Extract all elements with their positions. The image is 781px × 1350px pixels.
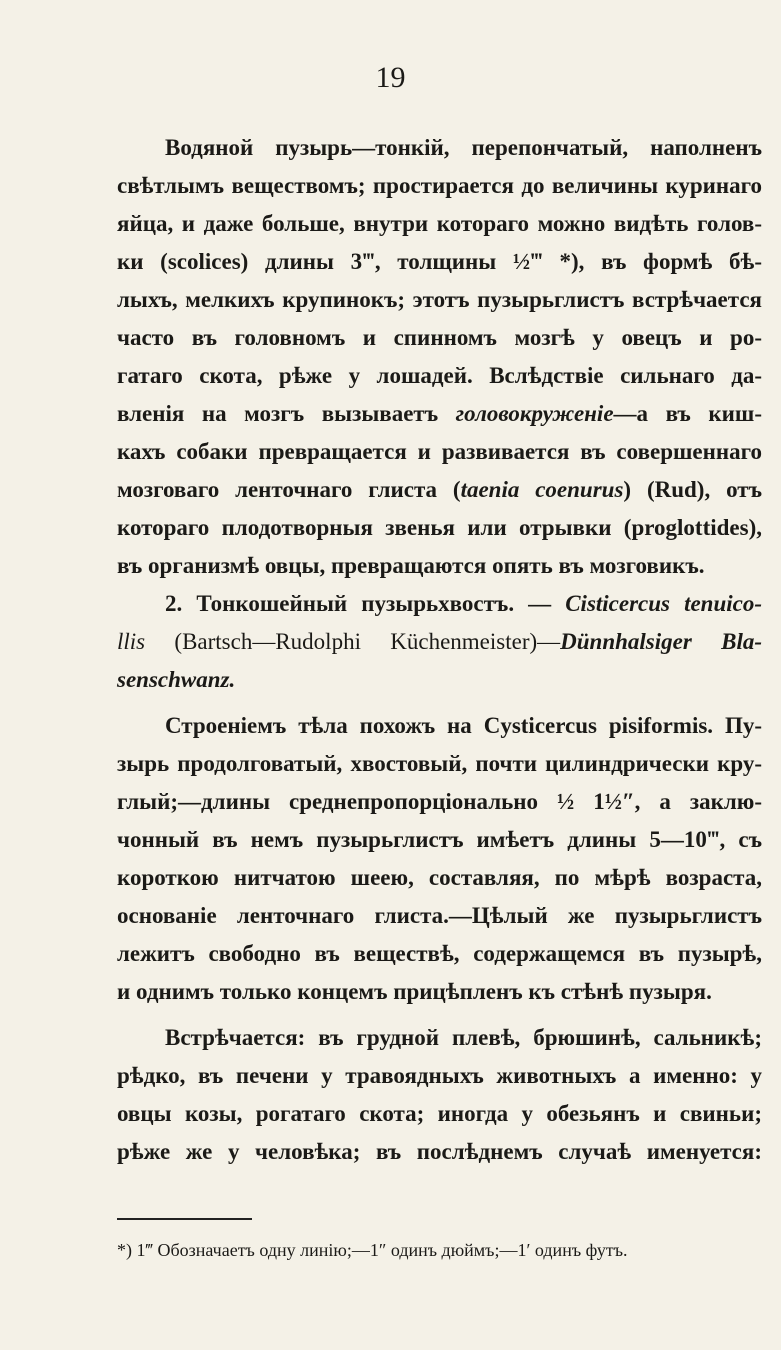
text-line: ки (scolices) длины 3‴, толщины ½‴ *), въ формѣ бѣ- [117,249,762,274]
text-line: котораго плодотворныя звенья или отрывки (proglottides), [117,515,762,540]
text-line: лежитъ свободно въ веществѣ, содержащемся въ пузырѣ, [117,941,762,966]
text-line: зырь продолговатый, хвостовый, почти цилиндрически кру- [117,751,762,776]
text-line: овцы козы, рогатаго скота; иногда у обезьянъ и свиньи; [117,1101,762,1126]
text-line: гатаго скота, рѣже у лошадей. Вслѣдствіе сильнаго да- [117,363,762,388]
latin-name: taenia coenurus [460,477,624,502]
text-line: свѣтлымъ веществомъ; простирается до величины куринаго [117,173,762,198]
text-run: —а въ киш- [613,401,762,426]
latin-name: llis [117,629,146,654]
italic-term: головокруженіе [455,401,614,426]
text-line: въ организмѣ овцы, превращаются опять въ мозговикъ. [117,553,705,578]
text-line: Встрѣчается: въ грудной плевѣ, брюшинѣ, сальникѣ; [165,1025,762,1050]
text-line: рѣдко, въ печени у травоядныхъ животныхъ а именно: у [117,1063,762,1088]
page-number: 19 [375,61,406,94]
latin-name: Cisticercus tenuico- [565,591,763,616]
section-title: Тонкошейный пузырьхвостъ. [196,591,515,616]
text-run: ) (Rud), отъ [623,477,762,502]
text-line [117,474,762,506]
text-line: основаніе ленточнаго глиста.—Цѣлый же пузырьглистъ [117,903,762,928]
footnote-divider [117,1218,252,1220]
text-line: короткою нитчатою шеею, составляя, по мѣрѣ возраста, [117,865,762,890]
text-line: кахъ собаки превращается и развивается въ совершеннаго [117,439,762,464]
german-name-continued: senschwanz. [117,667,236,692]
text-line [117,398,762,430]
section-dash: — [514,591,566,616]
text-line: рѣже же у человѣка; въ послѣднемъ случаѣ именуется: [117,1139,762,1164]
section-heading [165,588,762,620]
text-line: чонный въ немъ пузырьглистъ имѣетъ длины 5—10‴, съ [117,827,762,852]
authors: (Bartsch—Rudolphi Küchenmeister)— [145,629,561,654]
text-line: Водяной пузырь—тонкій, перепончатый, наполненъ [165,135,762,160]
text-line: яйца, и даже больше, внутри котораго можно видѣть голов- [117,211,762,236]
text-line: и однимъ только концемъ прицѣпленъ къ стѣнѣ пузыря. [117,979,712,1004]
section-heading-continued [117,626,762,658]
text-run: мозговаго ленточнаго глиста ( [117,477,461,502]
section-number: 2. [165,591,183,616]
footnote: *) 1‴ Обозначаетъ одну линію;—1″ одинъ дюймъ;—1′ одинъ футъ. [117,1240,628,1260]
text-run: вленія на мозгъ вызываетъ [117,401,456,426]
text-line: часто въ головномъ и спинномъ мозгѣ у овецъ и ро- [117,325,762,350]
text-line: Строеніемъ тѣла похожъ на Cysticercus pisiformis. Пу- [165,713,762,738]
text-line: лыхъ, мелкихъ крупинокъ; этотъ пузырьглистъ встрѣчается [117,287,762,312]
text-line: глый;—длины среднепропорціонально ½ 1½″, а заклю- [117,789,762,814]
german-name: Dünnhalsiger Bla- [560,629,762,654]
